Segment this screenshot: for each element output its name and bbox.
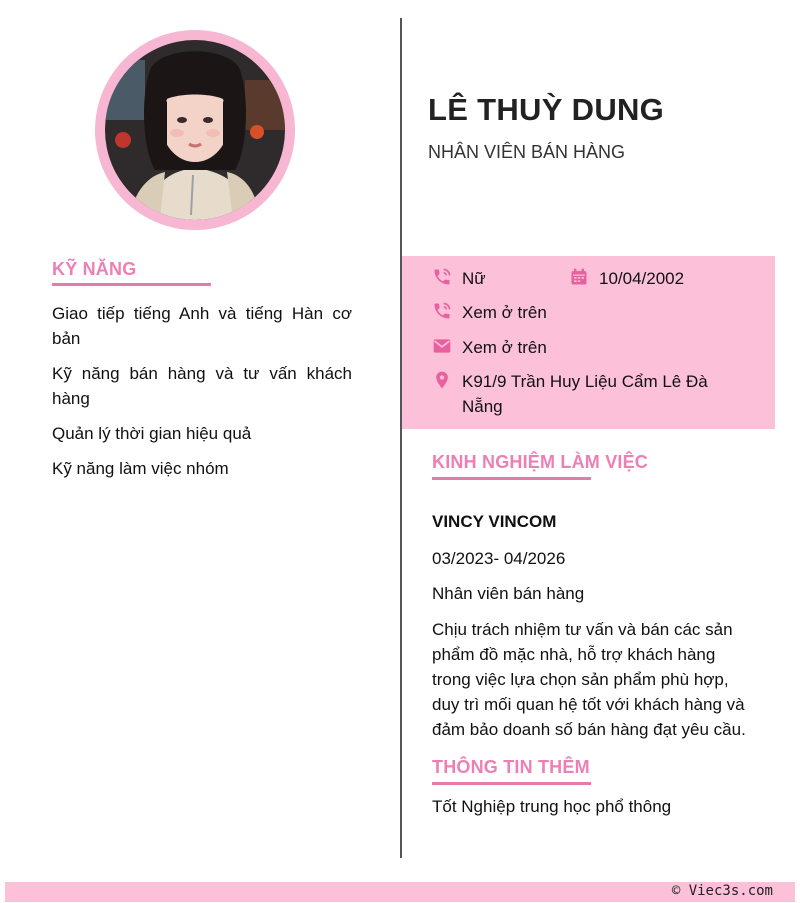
skills-heading: KỸ NĂNG bbox=[52, 259, 137, 279]
full-name: LÊ THUỲ DUNG bbox=[428, 92, 665, 127]
company-name: VINCY VINCOM bbox=[432, 512, 557, 531]
gender-value: Nữ bbox=[462, 269, 486, 288]
job-position: NHÂN VIÊN BÁN HÀNG bbox=[428, 142, 626, 162]
experience-heading-underline bbox=[432, 477, 591, 480]
column-divider bbox=[400, 18, 402, 858]
phone-row bbox=[432, 300, 547, 325]
avatar-ring bbox=[95, 30, 295, 230]
phone-icon bbox=[432, 301, 452, 321]
skill-item: Kỹ năng bán hàng và tư vấn khách hàng bbox=[52, 364, 352, 408]
address-row bbox=[432, 369, 732, 419]
email-row bbox=[432, 335, 547, 360]
phone-value: Xem ở trên bbox=[462, 303, 547, 322]
contact-box bbox=[402, 256, 775, 429]
avatar bbox=[105, 40, 285, 220]
calendar-icon bbox=[569, 267, 589, 287]
additional-heading: THÔNG TIN THÊM bbox=[432, 757, 590, 777]
skill-item: Giao tiếp tiếng Anh và tiếng Hàn cơ bản bbox=[52, 304, 352, 348]
work-period: 03/2023- 04/2026 bbox=[432, 549, 566, 568]
footer-bar bbox=[5, 882, 795, 902]
gender-row bbox=[432, 266, 486, 291]
location-icon bbox=[432, 370, 452, 390]
phone-icon bbox=[432, 267, 452, 287]
birthday-value: 10/04/2002 bbox=[599, 269, 685, 288]
skills-heading-underline bbox=[52, 283, 211, 286]
email-value: Xem ở trên bbox=[462, 338, 547, 357]
additional-heading-underline bbox=[432, 782, 591, 785]
email-icon bbox=[432, 336, 452, 356]
address-value: K91/9 Trần Huy Liệu Cẩm Lê Đà Nẵng bbox=[462, 372, 708, 416]
skill-item: Quản lý thời gian hiệu quả bbox=[52, 424, 252, 443]
job-description: Chịu trách nhiệm tư vấn và bán các sản phẩm đồ mặc nhà, hỗ trợ khách hàng trong việc lựa chọn sản phẩm phù hợp, duy trì mối quan hệ tốt với khách hàng và đảm bảo doanh số bán hàng đạt yêu cầu. bbox=[432, 620, 746, 739]
additional-content: Tốt Nghiệp trung học phổ thông bbox=[432, 797, 672, 816]
birthday-row bbox=[569, 266, 684, 291]
copyright-text: © Viec3s.com bbox=[671, 883, 773, 899]
job-role: Nhân viên bán hàng bbox=[432, 584, 585, 603]
skill-item: Kỹ năng làm việc nhóm bbox=[52, 459, 229, 478]
experience-heading: KINH NGHIỆM LÀM VIỆC bbox=[432, 452, 649, 472]
skills-list bbox=[52, 301, 352, 491]
